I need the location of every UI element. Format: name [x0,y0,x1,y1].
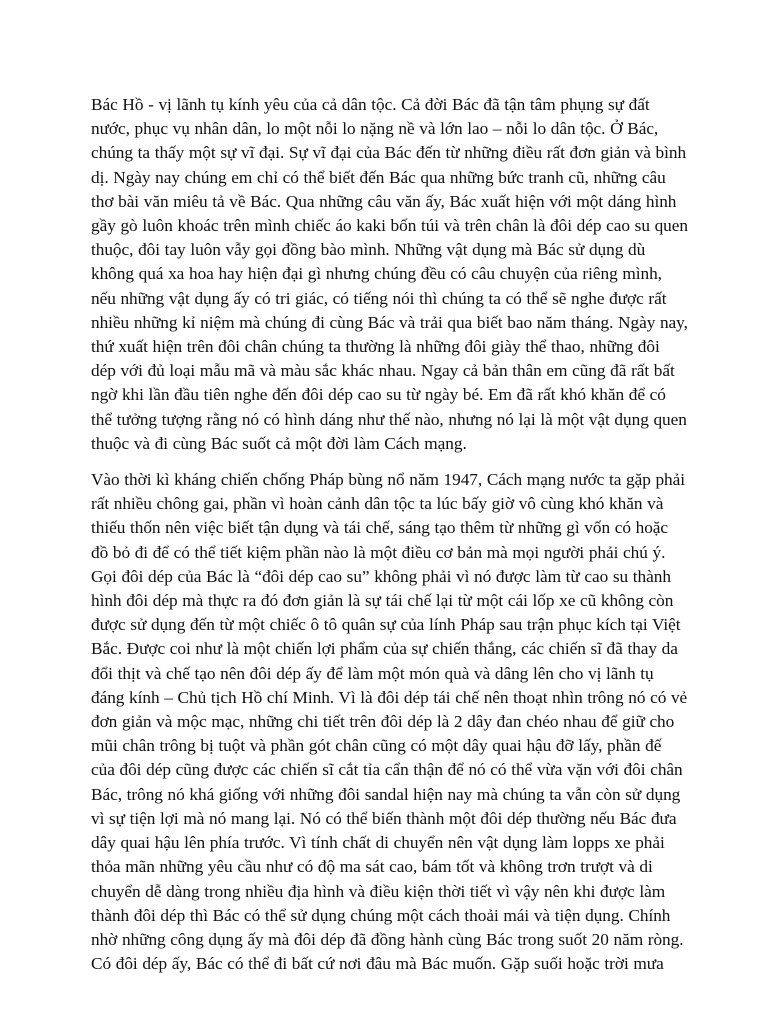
paragraph-intro: Bác Hồ - vị lãnh tụ kính yêu của cả dân tộc. Cả đời Bác đã tận tâm phụng sự đất nước, phục vụ nhân dân, lo một nỗi lo nặng nề và lớn lao – nỗi lo dân tộc. Ở Bác, chúng ta thấy một sự vĩ đại. Sự vĩ đại của Bác đến từ những điều rất đơn giản và bình dị. Ngày nay chúng em chỉ có thể biết đến Bác qua những bức tranh cũ, những câu thơ bài văn miêu tả về Bác. Qua những câu văn ấy, Bác xuất hiện với một dáng hình gầy gò luôn khoác trên mình chiếc áo kaki bốn túi và trên chân là đôi dép cao su quen thuộc, đôi tay luôn vẫy gọi đồng bào mình. Những vật dụng mà Bác sử dụng dù không quá xa hoa hay hiện đại gì nhưng chúng đều có câu chuyện của riêng mình, nếu những vật dụng ấy có tri giác, có tiếng nói thì chúng ta có thể sẽ nghe được rất nhiều những kỉ niệm mà chúng đi cùng Bác và trải qua biết bao năm tháng. Ngày nay, thứ xuất hiện trên đôi chân chúng ta thường là những đôi giày thể thao, những đôi dép với đủ loại mẫu mã và màu sắc khác nhau. Ngay cả bản thân em cũng đã rất bất ngờ khi lần đầu tiên nghe đến đôi dép cao su từ ngày bé. Em đã rất khó khăn để có thể tưởng tượng rằng nó có hình dáng như thế nào, nhưng nó lại là một vật dụng quen thuộc và đi cùng Bác suốt cả một đời làm Cách mạng. [91,95,688,453]
paragraph-history: Vào thời kì kháng chiến chống Pháp bùng nổ năm 1947, Cách mạng nước ta gặp phải rất nhiều chông gai, phần vì hoàn cảnh dân tộc ta lúc bấy giờ vô cùng khó khăn và thiếu thốn nên việc biết tận dụng và tái chế, sáng tạo thêm từ những gì vốn có hoặc đồ bỏ đi để có thể tiết kiệm phần nào là một điều cơ bản mà mọi người phải chú ý. Gọi đôi dép của Bác là “đôi dép cao su” không phải vì nó được làm từ cao su thành hình đôi dép mà thực ra đó đơn giản là sự tái chế lại từ một cái lốp xe cũ không còn được sử dụng đến từ một chiếc ô tô quân sự của lính Pháp sau trận phục kích tại Việt Bắc. Được coi như là một chiến lợi phẩm của sự chiến thắng, các chiến sĩ đã thay da đổi thịt và chế tạo nên đôi dép ấy để làm một món quà và dâng lên cho vị lãnh tụ đáng kính – Chủ tịch Hồ chí Minh. Vì là đôi dép tái chế nên thoạt nhìn trông nó có vẻ đơn giản và mộc mạc, những chi tiết trên đôi dép là 2 dây đan chéo nhau để giữ cho mũi chân trông bị tuột và phần gót chân cũng có một dây quai hậu đỡ lấy, phần đế của đôi dép cũng được các chiến sĩ cắt tỉa cẩn thận để nó có thể vừa vặn với đôi chân Bác, trông nó khá giống với những đôi sandal hiện nay mà chúng ta vẫn còn sử dụng vì sự tiện lợi mà nó mang lại. Nó có thể biến thành một đôi dép thường nếu Bác đưa dây quai hậu lên phía trước. Vì tính chất di chuyển nên vật dụng làm lopps xe phải thỏa mãn những yêu cầu như có độ ma sát cao, bám tốt và không trơn trượt và di chuyển dễ dàng trong nhiều địa hình và điều kiện thời tiết vì vậy nên khi được làm thành đôi dép thì Bác có thể sử dụng chúng một cách thoải mái và tiện dụng. Chính nhờ những công dụng ấy mà đôi dép đã đồng hành cùng Bác trong suốt 20 năm ròng. Có đôi dép ấy, Bác có thể đi bất cứ nơi đâu mà Bác muốn. Gặp suối hoặc trời mưa [91,470,688,974]
